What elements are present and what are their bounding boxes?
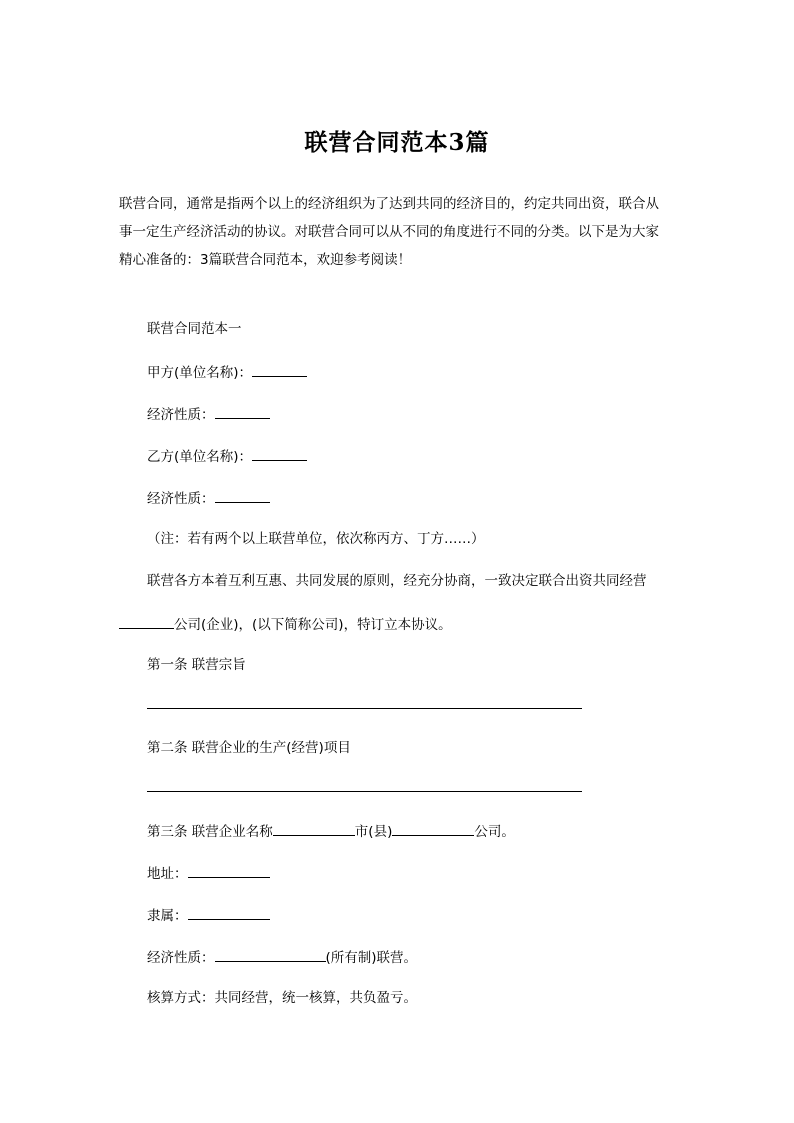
blank-underline — [215, 404, 270, 419]
affiliation-label: 隶属： — [147, 908, 188, 924]
blank-underline — [188, 905, 270, 920]
address-line — [147, 863, 270, 883]
article-1-heading: 第一条 联营宗旨 — [147, 657, 246, 673]
party-a-nature-label: 经济性质： — [147, 407, 215, 423]
blank-underline — [215, 947, 326, 962]
document-title: 联营合同范本3篇 — [304, 129, 490, 156]
blank-underline — [392, 821, 474, 836]
blank-underline — [252, 362, 307, 377]
article-3-company: 公司。 — [474, 824, 515, 840]
preamble-text: 公司(企业)，(以下简称公司)，特订立本协议。 — [174, 617, 452, 633]
intro-line: 精心准备的：3篇联营合同范本，欢迎参考阅读！ — [119, 252, 412, 268]
article-3-city: 市(县) — [354, 824, 393, 840]
article-2-heading: 第二条 联营企业的生产(经营)项目 — [147, 740, 351, 756]
intro-line: 联营合同，通常是指两个以上的经济组织为了达到共同的经济目的，约定共同出资，联合从 — [119, 196, 659, 212]
note-line: （注：若有两个以上联营单位，依次称丙方、丁方……） — [147, 531, 485, 547]
economic-nature-label: 经济性质： — [147, 950, 215, 966]
blank-underline — [119, 614, 174, 629]
intro-line: 事一定生产经济活动的协议。对联营合同可以从不同的角度进行不同的分类。以下是为大家 — [119, 224, 659, 240]
economic-nature-line — [147, 947, 417, 967]
party-a-label: 甲方(单位名称)： — [147, 365, 253, 381]
party-b-line — [147, 446, 307, 466]
preamble-line-2 — [119, 614, 452, 634]
party-a-line — [147, 362, 307, 382]
intro-paragraph — [119, 190, 679, 274]
article-3-label: 第三条 联营企业名称 — [147, 824, 273, 840]
party-a-nature-line — [147, 404, 270, 424]
blank-underline — [252, 446, 307, 461]
blank-underline — [273, 821, 355, 836]
affiliation-line — [147, 905, 270, 925]
section-heading: 联营合同范本一 — [147, 321, 242, 337]
accounting-line: 核算方式：共同经营，统一核算，共负盈亏。 — [147, 990, 417, 1006]
party-b-nature-label: 经济性质： — [147, 491, 215, 507]
economic-nature-suffix: (所有制)联营。 — [325, 950, 418, 966]
address-label: 地址： — [147, 866, 188, 882]
fill-in-rule — [147, 791, 582, 792]
party-b-label: 乙方(单位名称)： — [147, 449, 253, 465]
fill-in-rule — [147, 708, 582, 709]
article-3-line — [147, 821, 515, 841]
party-b-nature-line — [147, 488, 270, 508]
blank-underline — [188, 863, 270, 878]
preamble-line: 联营各方本着互利互惠、共同发展的原则，经充分协商，一致决定联合出资共同经营 — [147, 573, 647, 589]
blank-underline — [215, 488, 270, 503]
